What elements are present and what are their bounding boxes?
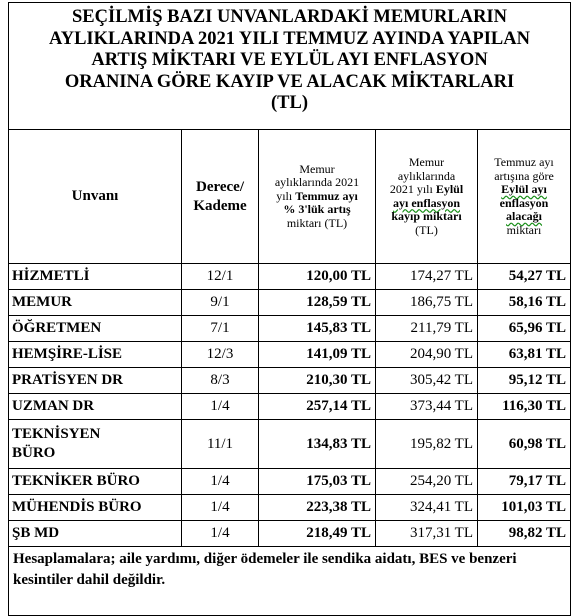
row-alacak: 54,27 TL bbox=[478, 264, 571, 290]
row-alacak: 98,82 TL bbox=[478, 521, 571, 547]
row-unvan-line-2: BÜRO bbox=[12, 445, 56, 461]
row-derece: 7/1 bbox=[182, 316, 259, 342]
header-row bbox=[9, 130, 571, 264]
header-unvan: Unvanı bbox=[9, 130, 182, 264]
header-derece-line-1: Derece/ bbox=[195, 178, 245, 195]
row-unvan: MEMUR bbox=[9, 290, 182, 316]
row-kayip: 373,44 TL bbox=[376, 394, 478, 420]
title-line-2: AYLIKLARINDA 2021 YILI TEMMUZ AYINDA YAPILAN bbox=[49, 28, 530, 49]
row-derece: 1/4 bbox=[182, 394, 259, 420]
row-artis: 257,14 TL bbox=[259, 394, 376, 420]
row-derece: 12/3 bbox=[182, 342, 259, 368]
row-alacak: 101,03 TL bbox=[478, 495, 571, 521]
table-row bbox=[9, 420, 571, 469]
row-unvan: MÜHENDİS BÜRO bbox=[9, 495, 182, 521]
header-kayip-l2: aylıklarında bbox=[397, 168, 456, 183]
row-unvan: ÖĞRETMEN bbox=[9, 316, 182, 342]
table-row bbox=[9, 290, 571, 316]
row-unvan: HEMŞİRE-LİSE bbox=[9, 342, 182, 368]
row-artis: 145,83 TL bbox=[259, 316, 376, 342]
row-derece: 1/4 bbox=[182, 521, 259, 547]
header-artis-l3-bold: Temmuz ayı bbox=[295, 188, 358, 203]
row-kayip: 204,90 TL bbox=[376, 342, 478, 368]
row-unvan-line-1: TEKNİSYEN bbox=[12, 426, 101, 442]
row-kayip: 195,82 TL bbox=[376, 420, 478, 469]
row-artis: 120,00 TL bbox=[259, 264, 376, 290]
row-derece: 1/4 bbox=[182, 495, 259, 521]
row-alacak: 79,17 TL bbox=[478, 469, 571, 495]
row-kayip: 324,41 TL bbox=[376, 495, 478, 521]
row-unvan bbox=[9, 420, 182, 469]
row-kayip: 186,75 TL bbox=[376, 290, 478, 316]
row-kayip: 305,42 TL bbox=[376, 368, 478, 394]
row-derece: 8/3 bbox=[182, 368, 259, 394]
row-alacak: 60,98 TL bbox=[478, 420, 571, 469]
table-row bbox=[9, 264, 571, 290]
header-artis bbox=[259, 130, 376, 264]
table-row bbox=[9, 368, 571, 394]
header-artis-l4: % 3'lük artış bbox=[283, 202, 351, 217]
header-derece bbox=[182, 130, 259, 264]
row-unvan: PRATİSYEN DR bbox=[9, 368, 182, 394]
header-kayip-l3-bold: Eylül bbox=[435, 182, 464, 196]
title-line-1: SEÇİLMİŞ BAZI UNVANLARDAKİ MEMURLARIN bbox=[72, 7, 507, 27]
table-title bbox=[9, 3, 571, 130]
header-kayip bbox=[376, 130, 478, 264]
header-alacak bbox=[478, 130, 571, 264]
header-artis-l2: aylıklarında 2021 bbox=[274, 175, 360, 190]
header-kayip-l4: ayı enflasyon bbox=[392, 195, 460, 210]
header-artis-l5: miktarı (TL) bbox=[286, 215, 348, 230]
header-alacak-l1: Temmuz ayı bbox=[494, 155, 554, 169]
row-kayip: 254,20 TL bbox=[376, 469, 478, 495]
row-artis: 134,83 TL bbox=[259, 420, 376, 469]
row-unvan: ŞB MD bbox=[9, 521, 182, 547]
table-row bbox=[9, 521, 571, 547]
row-alacak: 116,30 TL bbox=[478, 394, 571, 420]
header-artis-l1: Memur bbox=[299, 161, 335, 176]
row-kayip: 174,27 TL bbox=[376, 264, 478, 290]
header-kayip-l1: Memur bbox=[408, 155, 445, 169]
header-alacak-l4: enflasyon bbox=[499, 195, 549, 210]
title-line-4: ORANINA GÖRE KAYIP VE ALACAK MİKTARLARI bbox=[64, 71, 515, 92]
header-alacak-l2: artışına göre bbox=[494, 168, 554, 183]
table-row bbox=[9, 316, 571, 342]
row-derece: 9/1 bbox=[182, 290, 259, 316]
row-artis: 210,30 TL bbox=[259, 368, 376, 394]
row-unvan: TEKNİKER BÜRO bbox=[9, 469, 182, 495]
header-alacak-l3: Eylül ayı bbox=[501, 182, 547, 196]
header-alacak-l5: alacağı bbox=[506, 209, 543, 223]
header-kayip-l3-pre: 2021 yılı bbox=[389, 182, 436, 196]
table-row bbox=[9, 342, 571, 368]
header-kayip-l5: kayıp miktarı bbox=[391, 209, 462, 223]
table-row bbox=[9, 495, 571, 521]
row-artis: 128,59 TL bbox=[259, 290, 376, 316]
row-alacak: 63,81 TL bbox=[478, 342, 571, 368]
row-derece: 1/4 bbox=[182, 469, 259, 495]
table-row bbox=[9, 469, 571, 495]
row-artis: 218,49 TL bbox=[259, 521, 376, 547]
row-alacak: 65,96 TL bbox=[478, 316, 571, 342]
footnote: Hesaplamalara; aile yardımı, diğer ödemeler ile sendika aidatı, BES ve benzeri kesintiler dahil değildir. bbox=[9, 547, 571, 616]
row-alacak: 58,16 TL bbox=[478, 290, 571, 316]
row-alacak: 95,12 TL bbox=[478, 368, 571, 394]
header-kayip-l6: (TL) bbox=[415, 222, 438, 237]
row-artis: 223,38 TL bbox=[259, 495, 376, 521]
row-unvan: HİZMETLİ bbox=[9, 264, 182, 290]
row-kayip: 317,31 TL bbox=[376, 521, 478, 547]
memur-maas-table bbox=[8, 2, 571, 616]
header-artis-l3-pre: yılı bbox=[276, 188, 296, 203]
header-alacak-l6: miktarı bbox=[506, 222, 542, 237]
row-unvan: UZMAN DR bbox=[9, 394, 182, 420]
table-row bbox=[9, 394, 571, 420]
header-derece-line-2: Kademe bbox=[193, 197, 247, 214]
document bbox=[8, 2, 570, 616]
title-line-5: (TL) bbox=[271, 93, 309, 113]
row-artis: 141,09 TL bbox=[259, 342, 376, 368]
row-derece: 11/1 bbox=[182, 420, 259, 469]
row-derece: 12/1 bbox=[182, 264, 259, 290]
row-artis: 175,03 TL bbox=[259, 469, 376, 495]
title-line-3: ARTIŞ MİKTARI VE EYLÜL AYI ENFLASYON bbox=[91, 50, 488, 70]
row-kayip: 211,79 TL bbox=[376, 316, 478, 342]
